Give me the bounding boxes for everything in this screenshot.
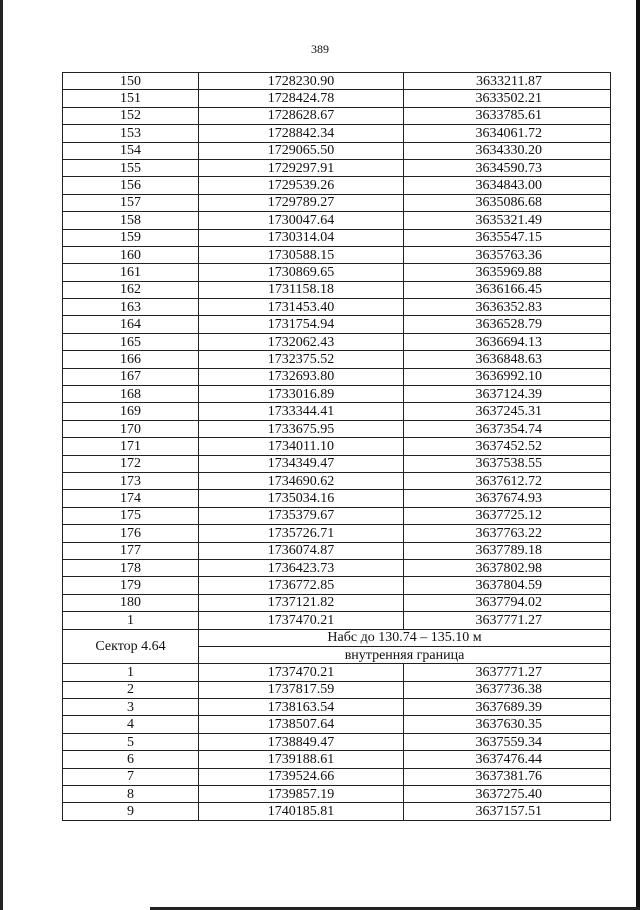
coord-y: 3634061.72 (404, 125, 611, 142)
coord-x: 1728842.34 (199, 125, 404, 142)
point-number: 162 (63, 281, 199, 298)
coord-y: 3637452.52 (404, 438, 611, 455)
coord-y: 3637612.72 (404, 472, 611, 489)
coord-x: 1734349.47 (199, 455, 404, 472)
table-row (63, 751, 611, 768)
coord-x: 1735726.71 (199, 525, 404, 542)
point-number: 159 (63, 229, 199, 246)
point-number: 153 (63, 125, 199, 142)
coord-y: 3637381.76 (404, 768, 611, 785)
table-row (63, 507, 611, 524)
table-row (63, 768, 611, 785)
point-number: 180 (63, 594, 199, 611)
coord-x: 1737470.21 (199, 664, 404, 681)
coord-x: 1737121.82 (199, 594, 404, 611)
coord-y: 3636848.63 (404, 351, 611, 368)
coord-x: 1733016.89 (199, 386, 404, 403)
coord-x: 1735379.67 (199, 507, 404, 524)
coord-y: 3635969.88 (404, 264, 611, 281)
coord-y: 3637771.27 (404, 664, 611, 681)
coord-y: 3637725.12 (404, 507, 611, 524)
coord-y: 3637476.44 (404, 751, 611, 768)
coord-y: 3635763.36 (404, 246, 611, 263)
coord-x: 1731453.40 (199, 299, 404, 316)
point-number: 9 (63, 803, 199, 820)
table-row (63, 699, 611, 716)
table-row (63, 803, 611, 820)
coord-y: 3637763.22 (404, 525, 611, 542)
coord-x: 1733675.95 (199, 420, 404, 437)
coord-x: 1730588.15 (199, 246, 404, 263)
coord-x: 1736772.85 (199, 577, 404, 594)
point-number: 165 (63, 333, 199, 350)
point-number: 179 (63, 577, 199, 594)
scan-edge-left (0, 0, 3, 910)
sector-height-note: Набс до 130.74 – 135.10 м (199, 629, 611, 646)
coord-y: 3637802.98 (404, 559, 611, 576)
coord-y: 3633502.21 (404, 90, 611, 107)
point-number: 156 (63, 177, 199, 194)
table-row (63, 472, 611, 489)
point-number: 6 (63, 751, 199, 768)
table-row (63, 612, 611, 629)
table-row (63, 177, 611, 194)
table-row (63, 681, 611, 698)
coord-x: 1732375.52 (199, 351, 404, 368)
coord-x: 1740185.81 (199, 803, 404, 820)
sector-boundary: внутренняя граница (199, 646, 611, 663)
coord-y: 3637354.74 (404, 420, 611, 437)
table-row (63, 438, 611, 455)
coord-x: 1728424.78 (199, 90, 404, 107)
point-number: 155 (63, 159, 199, 176)
table-row (63, 107, 611, 124)
coord-x: 1733344.41 (199, 403, 404, 420)
coord-x: 1732062.43 (199, 333, 404, 350)
coordinates-table-body-top (63, 73, 611, 630)
point-number: 163 (63, 299, 199, 316)
coord-x: 1732693.80 (199, 368, 404, 385)
table-row (63, 403, 611, 420)
coord-x: 1731158.18 (199, 281, 404, 298)
coord-x: 1738163.54 (199, 699, 404, 716)
table-row (63, 542, 611, 559)
table-row (63, 420, 611, 437)
coord-y: 3633785.61 (404, 107, 611, 124)
point-number: 157 (63, 194, 199, 211)
coordinates-table-body-bottom (63, 664, 611, 821)
table-row (63, 455, 611, 472)
coord-x: 1737470.21 (199, 612, 404, 629)
table-row (63, 194, 611, 211)
coord-x: 1738507.64 (199, 716, 404, 733)
point-number: 175 (63, 507, 199, 524)
point-number: 170 (63, 420, 199, 437)
coord-x: 1729789.27 (199, 194, 404, 211)
coord-y: 3635321.49 (404, 212, 611, 229)
coord-x: 1730314.04 (199, 229, 404, 246)
table-row (63, 525, 611, 542)
coord-y: 3637559.34 (404, 733, 611, 750)
coord-x: 1736074.87 (199, 542, 404, 559)
sector-label: Сектор 4.64 (63, 629, 199, 664)
coord-y: 3637275.40 (404, 786, 611, 803)
table-row (63, 733, 611, 750)
coord-x: 1731754.94 (199, 316, 404, 333)
point-number: 172 (63, 455, 199, 472)
point-number: 5 (63, 733, 199, 750)
point-number: 166 (63, 351, 199, 368)
point-number: 167 (63, 368, 199, 385)
point-number: 178 (63, 559, 199, 576)
coord-y: 3637771.27 (404, 612, 611, 629)
coord-x: 1734011.10 (199, 438, 404, 455)
coord-x: 1730869.65 (199, 264, 404, 281)
coord-y: 3635547.15 (404, 229, 611, 246)
point-number: 168 (63, 386, 199, 403)
point-number: 152 (63, 107, 199, 124)
table-row (63, 386, 611, 403)
point-number: 154 (63, 142, 199, 159)
table-row (63, 73, 611, 90)
coord-x: 1739188.61 (199, 751, 404, 768)
point-number: 2 (63, 681, 199, 698)
coord-x: 1737817.59 (199, 681, 404, 698)
point-number: 1 (63, 612, 199, 629)
coord-y: 3635086.68 (404, 194, 611, 211)
table-row (63, 264, 611, 281)
table-row (63, 368, 611, 385)
table-row (63, 577, 611, 594)
coord-y: 3636528.79 (404, 316, 611, 333)
point-number: 176 (63, 525, 199, 542)
coord-y: 3637157.51 (404, 803, 611, 820)
table-row (63, 90, 611, 107)
coord-y: 3636166.45 (404, 281, 611, 298)
point-number: 4 (63, 716, 199, 733)
point-number: 7 (63, 768, 199, 785)
point-number: 174 (63, 490, 199, 507)
point-number: 161 (63, 264, 199, 281)
point-number: 160 (63, 246, 199, 263)
point-number: 3 (63, 699, 199, 716)
table-row (63, 299, 611, 316)
coord-x: 1729065.50 (199, 142, 404, 159)
table-row (63, 333, 611, 350)
page-number: 389 (311, 42, 329, 56)
point-number: 171 (63, 438, 199, 455)
coord-y: 3633211.87 (404, 73, 611, 90)
coord-y: 3637630.35 (404, 716, 611, 733)
point-number: 169 (63, 403, 199, 420)
coord-y: 3636694.13 (404, 333, 611, 350)
coord-x: 1738849.47 (199, 733, 404, 750)
coord-x: 1730047.64 (199, 212, 404, 229)
table-row (63, 159, 611, 176)
coord-x: 1739524.66 (199, 768, 404, 785)
point-number: 177 (63, 542, 199, 559)
table-row (63, 212, 611, 229)
coord-y: 3636352.83 (404, 299, 611, 316)
coord-y: 3637804.59 (404, 577, 611, 594)
coord-y: 3637789.18 (404, 542, 611, 559)
coord-y: 3637245.31 (404, 403, 611, 420)
table-row (63, 490, 611, 507)
point-number: 8 (63, 786, 199, 803)
point-number: 151 (63, 90, 199, 107)
coord-x: 1735034.16 (199, 490, 404, 507)
table-row (63, 125, 611, 142)
point-number: 158 (63, 212, 199, 229)
coord-y: 3637689.39 (404, 699, 611, 716)
table-row (63, 351, 611, 368)
point-number: 1 (63, 664, 199, 681)
coord-x: 1739857.19 (199, 786, 404, 803)
coord-y: 3637674.93 (404, 490, 611, 507)
scan-edge-right (636, 0, 640, 910)
coord-x: 1736423.73 (199, 559, 404, 576)
table-row (63, 246, 611, 263)
coord-y: 3634330.20 (404, 142, 611, 159)
coord-y: 3636992.10 (404, 368, 611, 385)
coord-x: 1729297.91 (199, 159, 404, 176)
table-row (63, 281, 611, 298)
table-row (63, 316, 611, 333)
coord-x: 1734690.62 (199, 472, 404, 489)
coord-y: 3637538.55 (404, 455, 611, 472)
coord-y: 3637124.39 (404, 386, 611, 403)
table-row (63, 559, 611, 576)
point-number: 164 (63, 316, 199, 333)
sector-header-row (63, 629, 611, 646)
coord-y: 3634590.73 (404, 159, 611, 176)
table-row (63, 594, 611, 611)
point-number: 150 (63, 73, 199, 90)
point-number: 173 (63, 472, 199, 489)
table-row (63, 664, 611, 681)
coord-y: 3637736.38 (404, 681, 611, 698)
table-row (63, 142, 611, 159)
coord-y: 3634843.00 (404, 177, 611, 194)
coordinates-table (62, 72, 611, 821)
coord-y: 3637794.02 (404, 594, 611, 611)
coord-x: 1728230.90 (199, 73, 404, 90)
table-row (63, 716, 611, 733)
coord-x: 1729539.26 (199, 177, 404, 194)
sector-header (63, 629, 611, 664)
coord-x: 1728628.67 (199, 107, 404, 124)
table-row (63, 229, 611, 246)
table-row (63, 786, 611, 803)
